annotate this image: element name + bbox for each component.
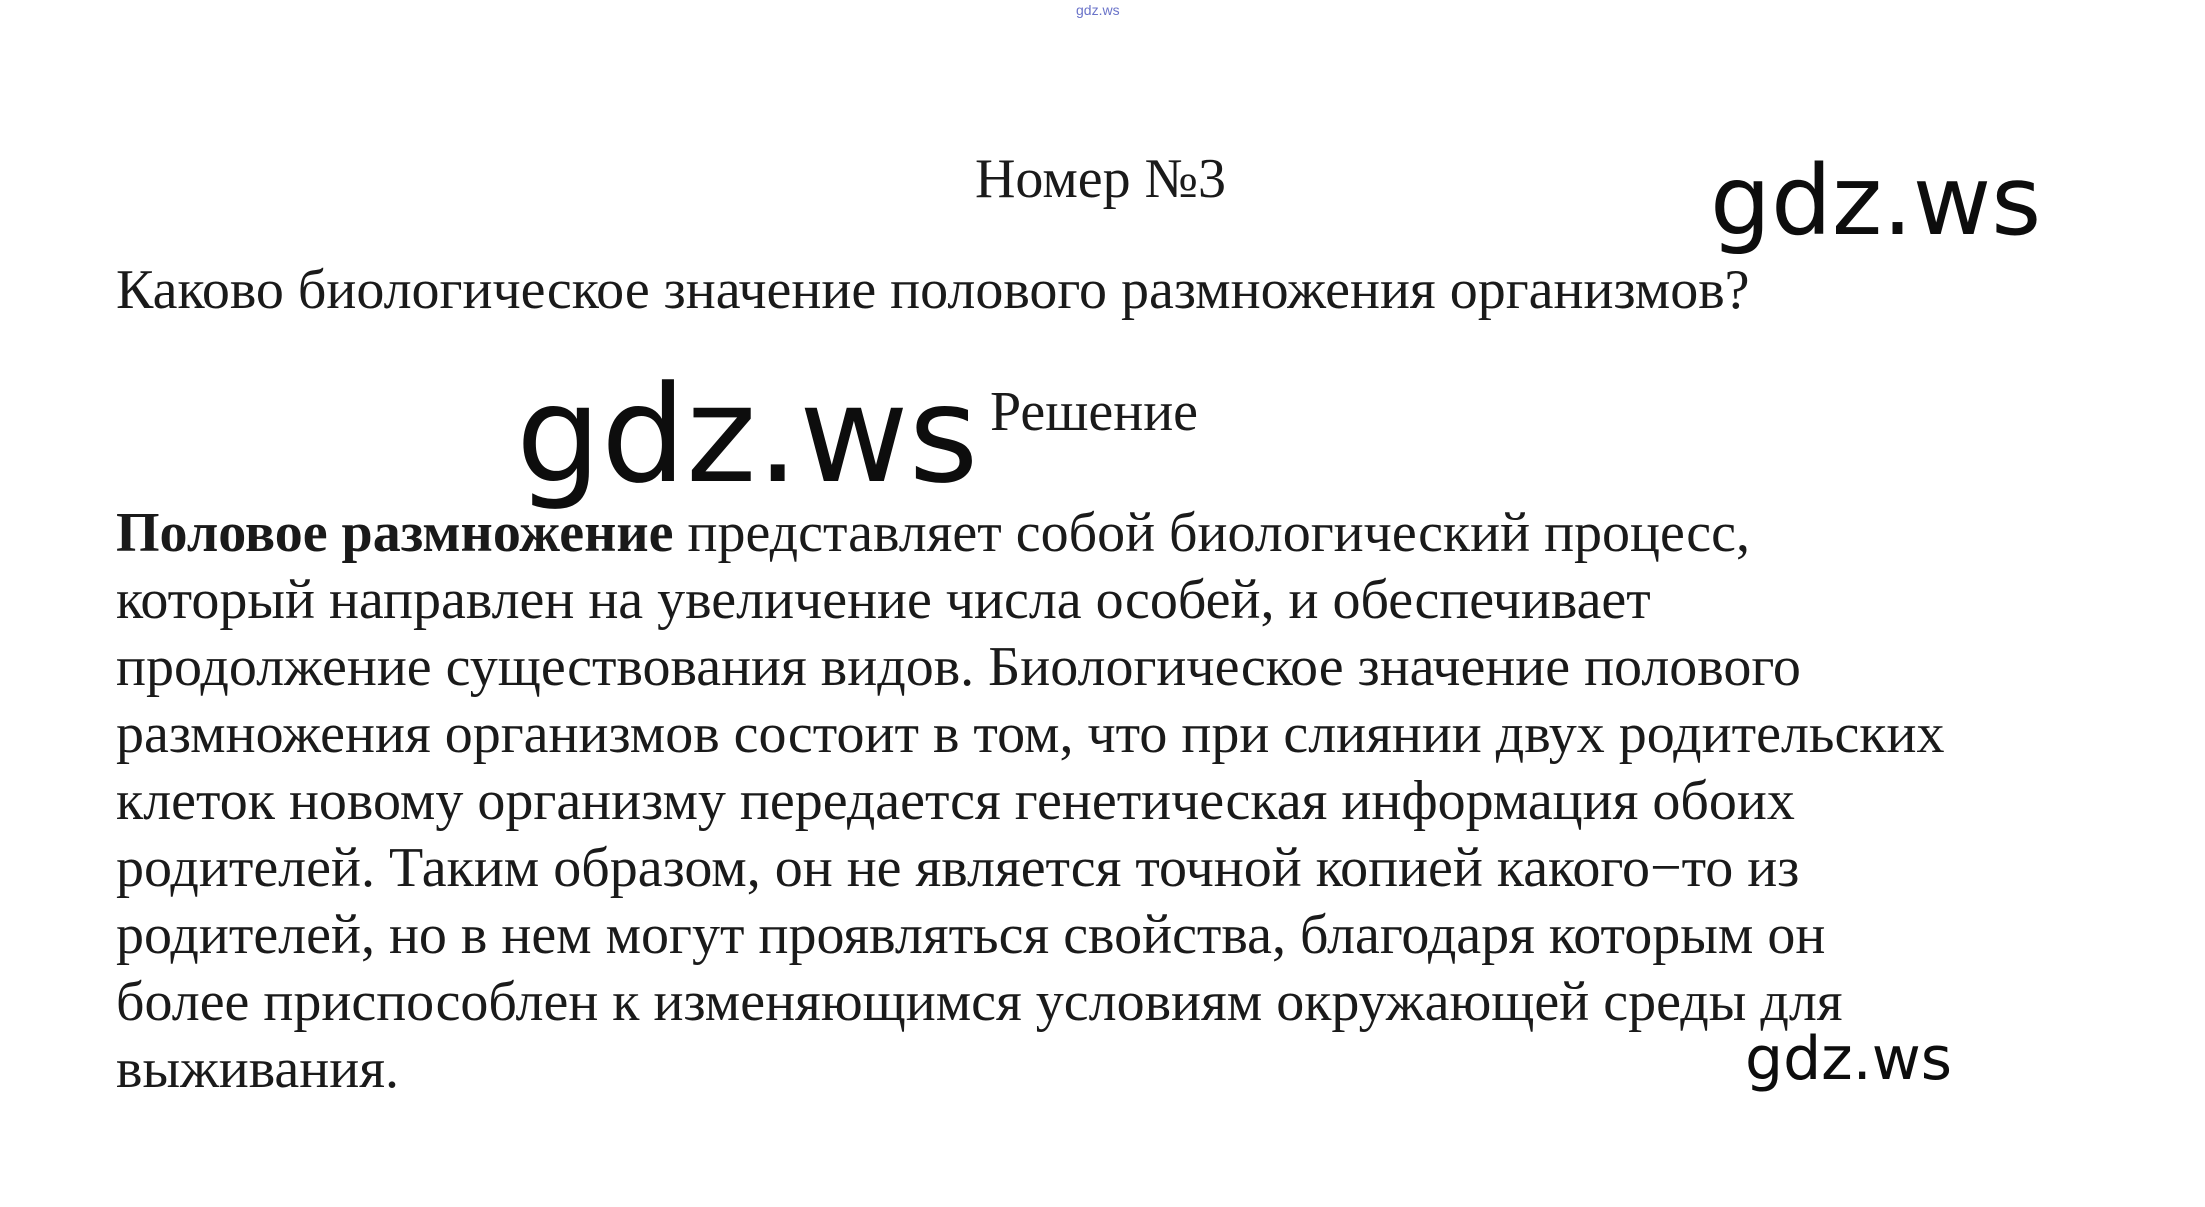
solution-line: родителей, но в нем могут проявляться свойства, благодаря которым он	[116, 904, 1826, 966]
watermark-middle: gdz.ws	[516, 357, 979, 513]
watermark-top-right: gdz.ws	[1710, 145, 2042, 257]
solution-line: выживания.	[116, 1038, 399, 1100]
solution-text	[116, 500, 2116, 1103]
solution-line: родителей. Таким образом, он не является точной копией какого−то из	[116, 837, 1800, 899]
solution-line: размножения организмов состоит в том, что при слиянии двух родительских	[116, 703, 1945, 765]
solution-line: который направлен на увеличение числа особей, и обеспечивает	[116, 569, 1651, 631]
solution-line: более приспособлен к изменяющимся условиям окружающей среды для	[116, 971, 1843, 1033]
solution-line: клеток новому организму передается генетическая информация обоих	[116, 770, 1795, 832]
solution-line-text: представляет собой биологический процесс,	[673, 502, 1750, 564]
task-title-text: Номер №3	[974, 148, 1227, 210]
solution-line	[116, 500, 2116, 567]
solution-line: продолжение существования видов. Биологическое значение полового	[116, 636, 1801, 698]
task-question: Каково биологическое значение полового размножения организмов?	[116, 259, 1750, 321]
watermark-bottom-right: gdz.ws	[1745, 1024, 1953, 1094]
source-mark: gdz.ws	[1076, 2, 1120, 18]
solution-term: Половое размножение	[116, 502, 674, 564]
solution-heading: Решение	[990, 381, 1199, 443]
